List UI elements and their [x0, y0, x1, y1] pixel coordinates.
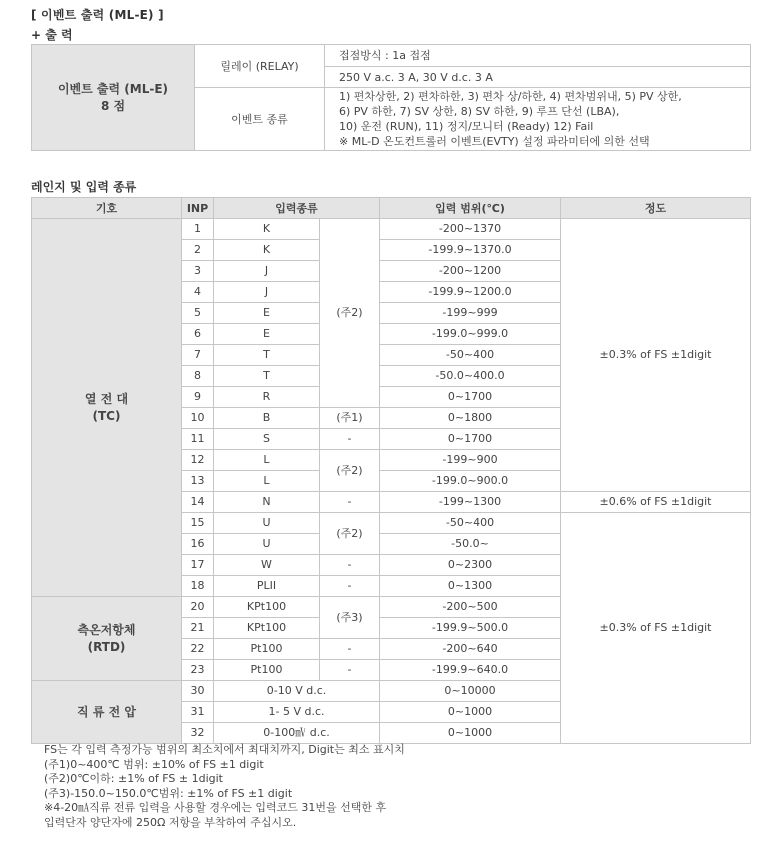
input-range: -200~640: [380, 639, 561, 660]
col-header-symbol: 기호: [32, 198, 182, 219]
inp-code: 9: [182, 387, 214, 408]
input-type: U: [214, 513, 320, 534]
accuracy-cell: ±0.3% of FS ±1digit: [561, 513, 751, 744]
inp-code: 23: [182, 660, 214, 681]
note-ref: (주3): [320, 597, 380, 639]
group-dc-voltage: 직 류 전 압: [32, 681, 182, 744]
input-range: 0~10000: [380, 681, 561, 702]
input-type: L: [214, 471, 320, 492]
note-ref: (주2): [320, 450, 380, 492]
inp-code: 31: [182, 702, 214, 723]
input-type: B: [214, 408, 320, 429]
input-range: -50.0~: [380, 534, 561, 555]
inp-code: 18: [182, 576, 214, 597]
footnote: FS는 각 입력 측정가능 범위의 최소치에서 최대치까지, Digit는 최소 표시치: [44, 743, 405, 756]
input-range: -199~900: [380, 450, 561, 471]
event-line: 10) 운전 (RUN), 11) 정지/모니터 (Ready) 12) Fail: [339, 120, 594, 133]
input-type: Pt100: [214, 639, 320, 660]
group-label: (TC): [92, 408, 121, 423]
inp-code: 12: [182, 450, 214, 471]
input-type: PLII: [214, 576, 320, 597]
input-type: W: [214, 555, 320, 576]
input-range: -199~1300: [380, 492, 561, 513]
input-type: 0-10 V d.c.: [214, 681, 380, 702]
group-label: 측온저항체: [77, 622, 136, 637]
note-ref: -: [320, 429, 380, 450]
inp-code: 17: [182, 555, 214, 576]
event-output-name: 이벤트 출력 (ML-E): [57, 81, 169, 96]
accuracy-cell: ±0.6% of FS ±1digit: [561, 492, 751, 513]
inp-code: 15: [182, 513, 214, 534]
inp-code: 8: [182, 366, 214, 387]
input-range: -50~400: [380, 345, 561, 366]
input-range: 0~1700: [380, 429, 561, 450]
input-range-table: [31, 197, 751, 744]
input-type: K: [214, 219, 320, 240]
inp-code: 3: [182, 261, 214, 282]
event-line: 1) 편차상한, 2) 편차하한, 3) 편차 상/하한, 4) 편차범위내, 5) PV 상한,: [339, 90, 682, 103]
inp-code: 7: [182, 345, 214, 366]
note-ref: (주1): [320, 408, 380, 429]
inp-code: 30: [182, 681, 214, 702]
col-header-input-type: 입력종류: [214, 198, 380, 219]
note-ref: -: [320, 576, 380, 597]
col-header-input-range: 입력 범위(℃): [380, 198, 561, 219]
input-type: KPt100: [214, 597, 320, 618]
inp-code: 21: [182, 618, 214, 639]
event-output-group-cell: [32, 45, 195, 151]
input-range: -50.0~400.0: [380, 366, 561, 387]
col-header-accuracy: 정도: [561, 198, 751, 219]
input-type: T: [214, 345, 320, 366]
input-type: 0-100㎷ d.c.: [214, 723, 380, 744]
contact-rating: 250 V a.c. 3 A, 30 V d.c. 3 A: [325, 67, 751, 88]
note-ref: (주2): [320, 219, 380, 408]
contact-type: 접점방식 : 1a 접점: [325, 45, 751, 67]
inp-code: 16: [182, 534, 214, 555]
section-title: [ 이벤트 출력 (ML-E) ]: [31, 8, 164, 22]
input-type: U: [214, 534, 320, 555]
input-range: 0~1000: [380, 702, 561, 723]
event-output-count: 8 점: [100, 98, 126, 113]
input-range: -200~1200: [380, 261, 561, 282]
footnote: 입력단자 양단자에 250Ω 저항을 부착하여 주십시오.: [44, 815, 297, 829]
inp-code: 32: [182, 723, 214, 744]
range-section-title: 레인지 및 입력 종류: [31, 180, 137, 194]
note-ref: -: [320, 555, 380, 576]
input-type: E: [214, 324, 320, 345]
inp-code: 13: [182, 471, 214, 492]
input-type: KPt100: [214, 618, 320, 639]
inp-code: 2: [182, 240, 214, 261]
input-range: -199.9~500.0: [380, 618, 561, 639]
input-range: -199.9~640.0: [380, 660, 561, 681]
input-range: -199.0~900.0: [380, 471, 561, 492]
inp-code: 5: [182, 303, 214, 324]
input-range: -199.9~1370.0: [380, 240, 561, 261]
inp-code: 22: [182, 639, 214, 660]
table-row: [32, 219, 751, 240]
event-type-list: [325, 88, 751, 151]
input-range: 0~1300: [380, 576, 561, 597]
inp-code: 11: [182, 429, 214, 450]
inp-code: 10: [182, 408, 214, 429]
inp-code: 1: [182, 219, 214, 240]
inp-code: 6: [182, 324, 214, 345]
footnote: (주3)-150.0~150.0℃범위: ±1% of FS ±1 digit: [44, 786, 293, 800]
inp-code: 14: [182, 492, 214, 513]
input-range: 0~2300: [380, 555, 561, 576]
input-type: S: [214, 429, 320, 450]
footnote: (주1)0~400℃ 범위: ±10% of FS ±1 digit: [44, 757, 264, 771]
inp-code: 20: [182, 597, 214, 618]
input-range: 0~1800: [380, 408, 561, 429]
input-range: 0~1700: [380, 387, 561, 408]
input-range: -199.9~1200.0: [380, 282, 561, 303]
footnotes: [44, 743, 405, 830]
input-type: N: [214, 492, 320, 513]
event-output-table: [31, 44, 751, 151]
group-label: 열 전 대: [84, 391, 129, 406]
input-type: J: [214, 261, 320, 282]
input-type: T: [214, 366, 320, 387]
note-ref: (주2): [320, 513, 380, 555]
event-line: 6) PV 하한, 7) SV 상한, 8) SV 하한, 9) 루프 단선 (LBA),: [339, 105, 620, 118]
accuracy-cell: ±0.3% of FS ±1digit: [561, 219, 751, 492]
input-range: -199.0~999.0: [380, 324, 561, 345]
note-ref: -: [320, 639, 380, 660]
input-range: -200~1370: [380, 219, 561, 240]
group-thermocouple: [32, 219, 182, 597]
relay-label: 릴레이 (RELAY): [195, 45, 325, 88]
input-range: -50~400: [380, 513, 561, 534]
note-ref: -: [320, 492, 380, 513]
input-type: Pt100: [214, 660, 320, 681]
input-range: -199~999: [380, 303, 561, 324]
col-header-inp: INP: [182, 198, 214, 219]
group-label: (RTD): [87, 639, 126, 654]
inp-code: 4: [182, 282, 214, 303]
input-type: K: [214, 240, 320, 261]
footnote: ※4-20㎃직류 전류 입력을 사용할 경우에는 입력코드 31번을 선택한 후: [44, 801, 387, 814]
output-subtitle: + 출 력: [31, 28, 73, 42]
footnote: (주2)0℃이하: ±1% of FS ± 1digit: [44, 772, 223, 785]
note-ref: -: [320, 660, 380, 681]
input-type: J: [214, 282, 320, 303]
event-line: ※ ML-D 온도컨트롤러 이벤트(EVTY) 설정 파라미터에 의한 선택: [339, 135, 650, 148]
input-type: R: [214, 387, 320, 408]
input-type: 1- 5 V d.c.: [214, 702, 380, 723]
input-type: E: [214, 303, 320, 324]
input-range: -200~500: [380, 597, 561, 618]
event-type-label: 이벤트 종류: [195, 88, 325, 151]
group-rtd: [32, 597, 182, 681]
input-type: L: [214, 450, 320, 471]
input-range: 0~1000: [380, 723, 561, 744]
